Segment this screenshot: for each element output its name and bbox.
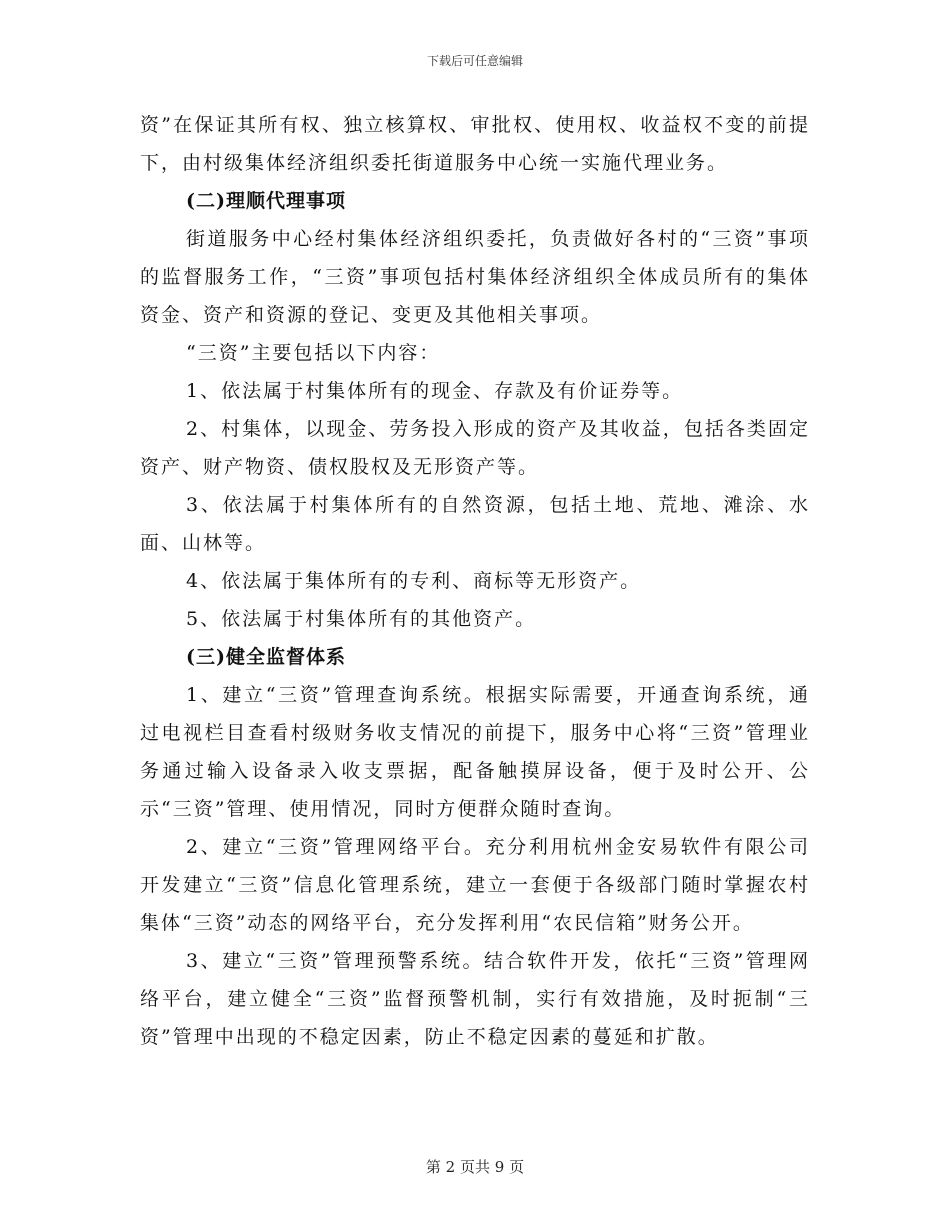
section-heading-3: (三)健全监督体系 xyxy=(186,646,346,668)
paragraph: “三资”主要包括以下内容： xyxy=(186,342,441,364)
list-item: 4、依法属于集体所有的专利、商标等无形资产。 xyxy=(186,570,642,592)
paragraph-continuation: 资”在保证其所有权、独立核算权、审批权、使用权、收益权不变的前提下，由村级集体经济组织委托街道服务中心统一实施代理业务。 xyxy=(140,114,810,174)
system-item: 2、建立“三资”管理网络平台。充分利用杭州金安易软件有限公司开发建立“三资”信息化管理系统，建立一套便于各级部门随时掌握农村集体“三资”动态的网络平台，充分发挥利用“农民信箱”财务公开。 xyxy=(140,836,810,934)
list-item: 2、村集体，以现金、劳务投入形成的资产及其收益，包括各类固定资产、财产物资、债权股权及无形资产等。 xyxy=(140,418,810,478)
section-heading-2: (二)理顺代理事项 xyxy=(186,190,346,212)
paragraph: 街道服务中心经村集体经济组织委托，负责做好各村的“三资”事项的监督服务工作，“三资”事项包括村集体经济组织全体成员所有的集体资金、资产和资源的登记、变更及其他相关事项。 xyxy=(140,228,810,326)
document-body xyxy=(140,106,810,1056)
page-header: 下载后可任意编辑 xyxy=(426,54,523,68)
list-item: 3、依法属于村集体所有的自然资源，包括土地、荒地、滩涂、水面、山林等。 xyxy=(140,494,810,554)
system-item: 3、建立“三资”管理预警系统。结合软件开发，依托“三资”管理网络平台，建立健全“三资”监督预警机制，实行有效措施，及时扼制“三资”管理中出现的不稳定因素，防止不稳定因素的蔓延和扩散。 xyxy=(140,950,810,1048)
list-item: 5、依法属于村集体所有的其他资产。 xyxy=(186,608,537,630)
page-number: 第 2 页共 9 页 xyxy=(425,1158,525,1176)
list-item: 1、依法属于村集体所有的现金、存款及有价证券等。 xyxy=(186,380,684,402)
system-item: 1、建立“三资”管理查询系统。根据实际需要，开通查询系统，通过电视栏目查看村级财务收支情况的前提下，服务中心将“三资”管理业务通过输入设备录入收支票据，配备触摸屏设备，便于及时公开、公示“三资”管理、使用情况，同时方便群众随时查询。 xyxy=(140,684,810,820)
